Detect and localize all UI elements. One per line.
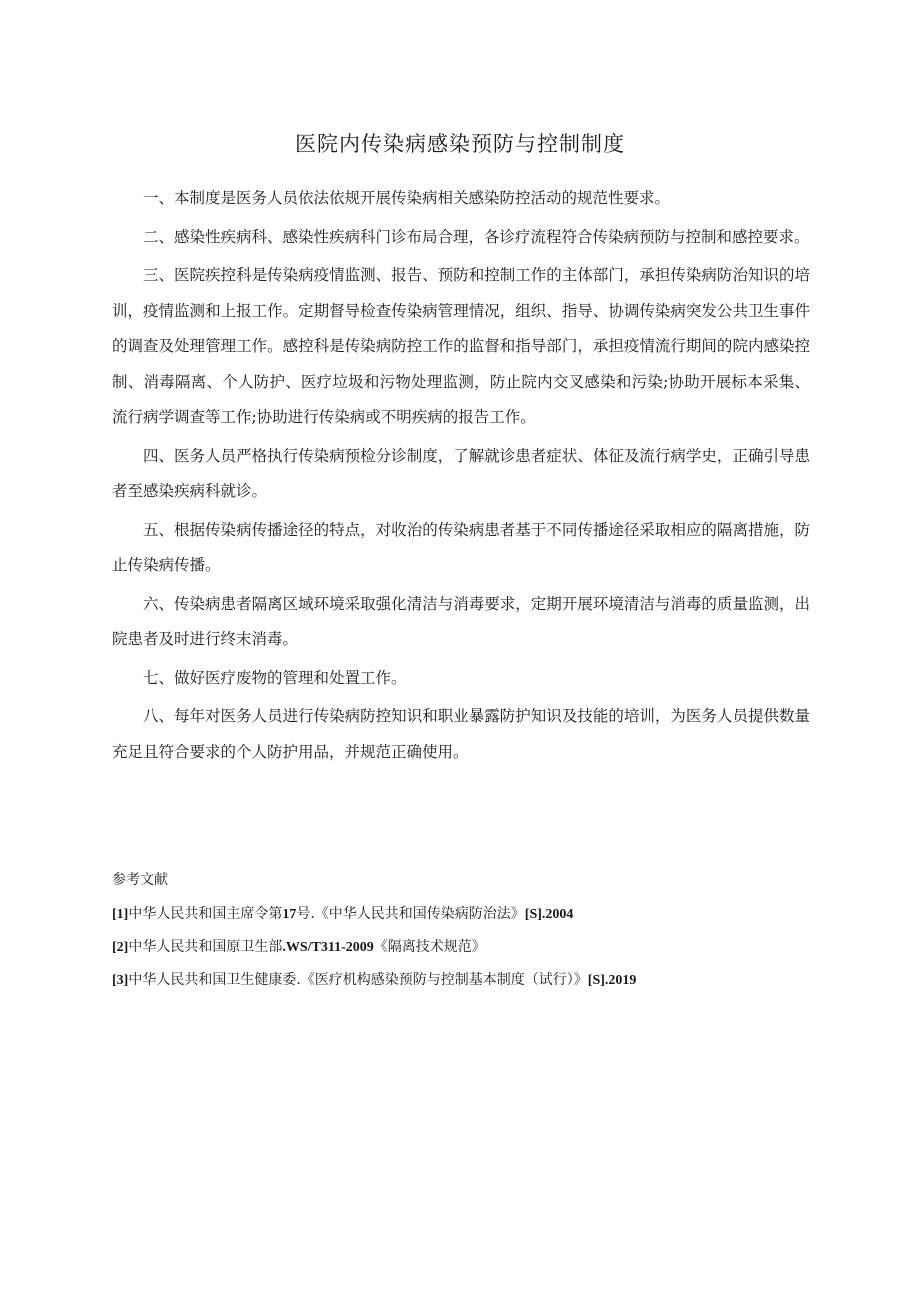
reference-text: 中华人民共和国卫生健康委.《医疗机构感染预防与控制基本制度（试行）》 [128,972,588,988]
paragraph-4: 四、医务人员严格执行传染病预检分诊制度，了解就诊患者症状、体征及流行病学史，正确引导患者至感染疾病科就诊。 [112,446,810,500]
paragraph-8: 八、每年对医务人员进行传染病防控知识和职业暴露防护知识及技能的培训，为医务人员提供数量充足且符合要求的个人防护用品，并规范正确使用。 [112,707,810,761]
reference-text: 《隔离技术规范》 [373,939,486,955]
paragraph-3: 三、医院疾控科是传染病疫情监测、报告、预防和控制工作的主体部门，承担传染病防治知识的培训，疫情监测和上报工作。定期督导检查传染病管理情况，组织、指导、协调传染病突发公共卫生事件的调查及处理管理工作。感控科是传染病防控工作的监督和指导部门，承担疫情流行期间的院内感染控制、消毒隔离、个人防护、医疗垃圾和污物处理监测，防止院内交叉感染和污染;协助开展标本采集、流行病学调查等工作;协助进行传染病或不明疾病的报告工作。 [112,266,810,426]
paragraph-2: 二、感染性疾病科、感染性疾病科门诊布局合理，各诊疗流程符合传染病预防与控制和感控要求。 [143,227,810,246]
reference-item-2 [112,932,812,963]
paragraph-7: 七、做好医疗废物的管理和处置工作。 [143,668,407,687]
reference-item-1 [112,899,812,930]
reference-bold-text: .WS/T311-2009 [282,940,374,955]
reference-item-3 [112,965,812,996]
reference-number: [2] [112,940,129,955]
document-body [112,181,810,773]
reference-bold-text: 17 [282,907,297,922]
paragraph-5: 五、根据传染病传播途径的特点，对收治的传染病患者基于不同传播途径采取相应的隔离措施，防止传染病传播。 [112,520,810,574]
reference-bold-text: [S].2019 [587,973,637,988]
paragraph-1: 一、本制度是医务人员依法依规开展传染病相关感染防控活动的规范性要求。 [143,189,671,207]
document-title: 医院内传染病感染预防与控制制度 [295,132,625,156]
references-section [112,865,812,998]
reference-number: [1] [112,907,129,922]
reference-text: 中华人民共和国主席令第 [128,906,283,922]
reference-bold-text: [S].2004 [524,907,574,922]
paragraph-6: 六、传染病患者隔离区域环境采取强化清洁与消毒要求，定期开展环境清洁与消毒的质量监测，出院患者及时进行终末消毒。 [112,594,810,648]
reference-number: [3] [112,973,129,988]
reference-text: 号.《中华人民共和国传染病防治法》 [296,906,525,922]
references-heading: 参考文献 [112,872,168,888]
reference-text: 中华人民共和国原卫生部 [128,939,283,955]
